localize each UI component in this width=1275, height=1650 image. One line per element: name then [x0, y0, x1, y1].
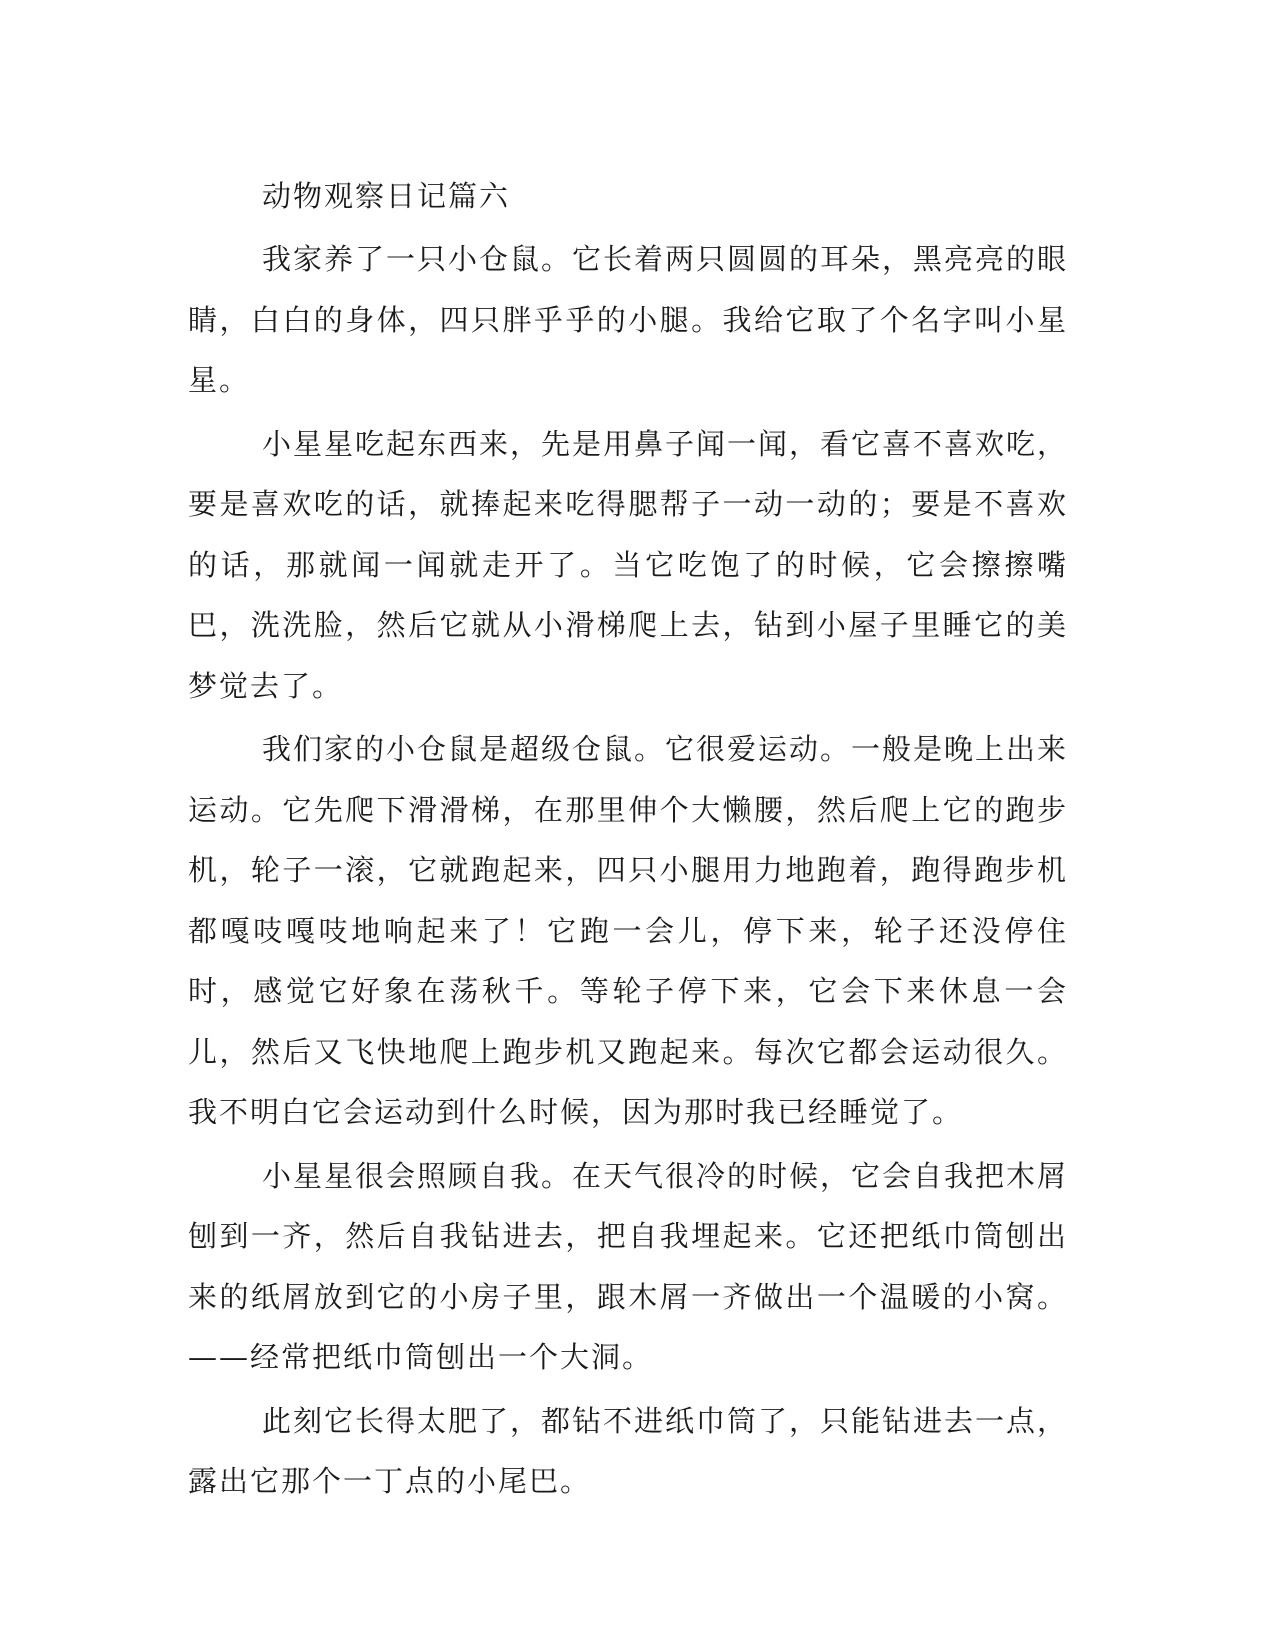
document-title: 动物观察日记篇六	[262, 179, 511, 213]
paragraph: 小星星吃起东西来，先是用鼻子闻一闻，看它喜不喜欢吃，要是喜欢吃的话，就捧起来吃得腮帮子一动一动的；要是不喜欢的话，那就闻一闻就走开了。当它吃饱了的时候，它会擦擦嘴巴，洗洗脸，然后它就从小滑梯爬上去，钻到小屋子里睡它的美梦觉去了。	[188, 426, 1069, 703]
paragraph: 小星星很会照顾自我。在天气很冷的时候，它会自我把木屑刨到一齐，然后自我钻进去，把自我埋起来。它还把纸巾筒刨出来的纸屑放到它的小房子里，跟木屑一齐做出一个温暖的小窝。——经常把纸巾筒刨出一个大洞。	[188, 1158, 1069, 1374]
paragraph: 我家养了一只小仓鼠。它长着两只圆圆的耳朵，黑亮亮的眼睛，白白的身体，四只胖乎乎的小腿。我给它取了个名字叫小星星。	[188, 242, 1069, 397]
paragraph: 我们家的小仓鼠是超级仓鼠。它很爱运动。一般是晚上出来运动。它先爬下滑滑梯，在那里伸个大懒腰，然后爬上它的跑步机，轮子一滚，它就跑起来，四只小腿用力地跑着，跑得跑步机都嘎吱嘎吱地响起来了！它跑一会儿，停下来，轮子还没停住时，感觉它好象在荡秋千。等轮子停下来，它会下来休息一会儿，然后又飞快地爬上跑步机又跑起来。每次它都会运动很久。我不明白它会运动到什么时候，因为那时我已经睡觉了。	[188, 732, 1069, 1129]
paragraph: 此刻它长得太肥了，都钻不进纸巾筒了，只能钻进去一点，露出它那个一丁点的小尾巴。	[188, 1403, 1069, 1498]
document-body	[188, 166, 1068, 1515]
